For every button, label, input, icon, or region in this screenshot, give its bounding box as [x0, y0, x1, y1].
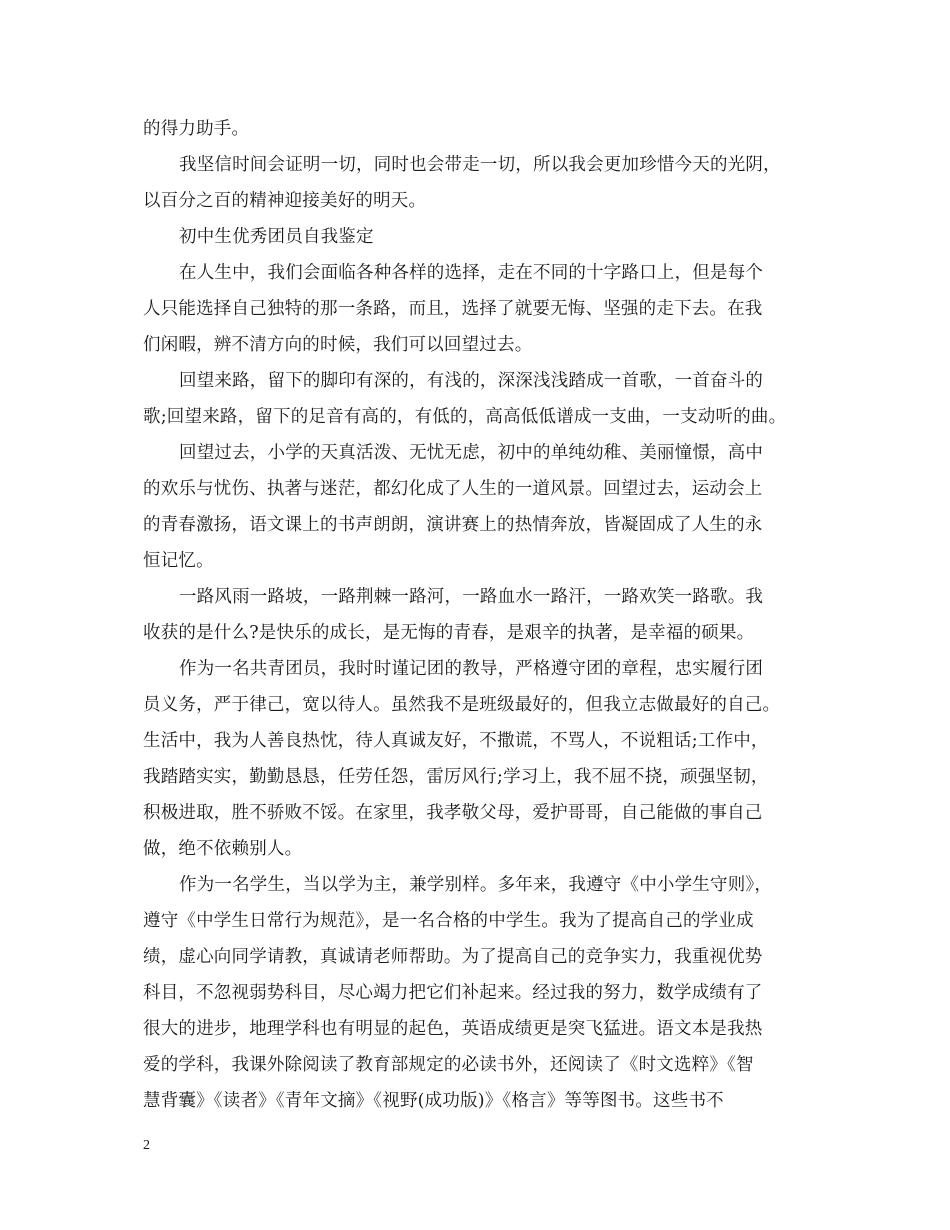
text-line: 爱的学科，我课外除阅读了教育部规定的必读书外，还阅读了《时文选粹》《智	[143, 1055, 754, 1075]
section-heading: 初中生优秀团员自我鉴定	[179, 227, 374, 247]
text-line: 收获的是什么?是快乐的成长，是无悔的青春，是艰辛的执著，是幸福的硕果。	[143, 623, 755, 643]
text-line: 科目，不忽视弱势科目，尽心竭力把它们补起来。经过我的努力，数学成绩有了	[143, 983, 763, 1003]
text-line: 的青春激扬，语文课上的书声朗朗，演讲赛上的热情奔放，皆凝固成了人生的永	[143, 515, 763, 535]
text-line: 我踏踏实实，勤勤恳恳，任劳任怨，雷厉风行;学习上，我不屈不挠，顽强坚韧，	[143, 767, 769, 787]
text-line: 员义务，严于律己，宽以待人。虽然我不是班级最好的，但我立志做最好的自己。	[143, 695, 781, 715]
page-number: 2	[143, 1138, 150, 1153]
text-line: 作为一名学生，当以学为主，兼学别样。多年来，我遵守《中小学生守则》，	[179, 875, 773, 895]
text-line: 的欢乐与忧伤、执著与迷茫，都幻化成了人生的一道风景。回望过去，运动会上	[143, 479, 763, 499]
text-line: 作为一名共青团员，我时时谨记团的教导，严格遵守团的章程，忠实履行团	[179, 659, 764, 679]
text-line: 积极进取，胜不骄败不馁。在家里，我孝敬父母，爱护哥哥，自己能做的事自己	[143, 803, 763, 823]
text-line: 生活中，我为人善良热忱，待人真诚友好，不撒谎，不骂人，不说粗话;工作中，	[143, 731, 769, 751]
text-line: 回望来路，留下的脚印有深的，有浅的，深深浅浅踏成一首歌，一首奋斗的	[179, 371, 764, 391]
text-line: 遵守《中学生日常行为规范》，是一名合格的中学生。我为了提高自己的学业成	[143, 911, 754, 931]
text-line: 在人生中，我们会面临各种各样的选择，走在不同的十字路口上，但是每个	[179, 263, 764, 283]
text-line: 恒记忆。	[143, 551, 214, 571]
text-line: 以百分之百的精神迎接美好的明天。	[143, 191, 427, 211]
text-line: 慧背囊》《读者》《青年文摘》《视野(成功版)》《格言》等等图书。这些书不	[143, 1091, 724, 1111]
text-line: 回望过去，小学的天真活泼、无忧无虑，初中的单纯幼稚、美丽憧憬，高中	[179, 443, 764, 463]
text-line: 人只能选择自己独特的那一条路，而且，选择了就要无悔、坚强的走下去。在我	[143, 299, 763, 319]
text-line: 很大的进步，地理学科也有明显的起色，英语成绩更是突飞猛进。语文本是我热	[143, 1019, 763, 1039]
text-line: 我坚信时间会证明一切，同时也会带走一切，所以我会更加珍惜今天的光阴，	[179, 155, 781, 175]
text-line: 绩，虚心向同学请教，真诚请老师帮助。为了提高自己的竞争实力，我重视优势	[143, 947, 763, 967]
text-line: 们闲暇，辨不清方向的时候，我们可以回望过去。	[143, 335, 533, 355]
text-line: 的得力助手。	[143, 119, 250, 139]
text-line: 一路风雨一路坡，一路荆棘一路河，一路血水一路汗，一路欢笑一路歌。我	[179, 587, 764, 607]
text-line: 做，绝不依赖别人。	[143, 839, 303, 859]
text-line: 歌;回望来路，留下的足音有高的，有低的，高高低低谱成一支曲，一支动听的曲。	[143, 407, 787, 427]
